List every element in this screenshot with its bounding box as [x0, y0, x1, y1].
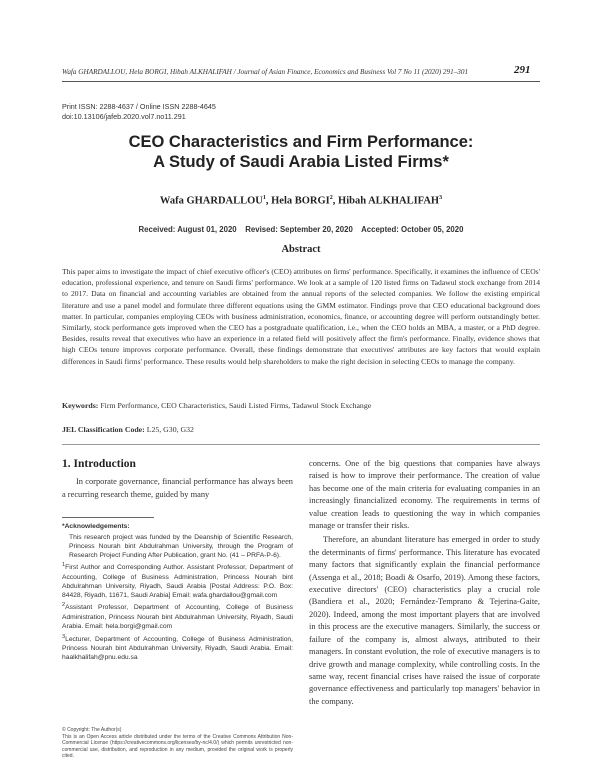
received-date: Received: August 01, 2020 — [138, 225, 237, 234]
footnotes — [62, 522, 293, 664]
footnote-1-num: 1 — [62, 562, 66, 569]
footnote-3-num: 3 — [62, 633, 66, 640]
author-1: Wafa GHARDALLOU — [159, 195, 263, 207]
introduction-heading: 1. Introduction — [62, 458, 136, 470]
intro-right-column — [309, 458, 540, 710]
footnote-divider — [62, 517, 154, 518]
copyright-line: © Copyright: The Author(s) — [62, 727, 122, 733]
section-divider — [62, 444, 540, 445]
title-line-1: CEO Characteristics and Firm Performance: — [128, 133, 474, 151]
issn-block — [62, 102, 216, 122]
author-3-sup: 3 — [439, 195, 443, 201]
footnote-3-text: Lecturer, Department of Accounting, College of Business Administration, Princess Nourah bint Abdulrahman University, Riyadh, Saudi Arabia. Email: haalkhalifah@pnu.edu.sa — [62, 635, 293, 661]
author-3: Hibah ALKHALIFAH — [338, 195, 440, 207]
issn-line: Print ISSN: 2288-4637 / Online ISSN 2288-4645 — [62, 102, 216, 111]
intro-paragraph-2: Therefore, an abundant literature has emerged in order to study the determinants of firms' performance. This literature has evocated many factors that significantly explain the financial performance (Assenga et al., 2018; Boadi & Osarfo, 2019). Among these factors, executive directors' (CEO) characteristics play a crucial role (Bandiera et al., 2020; Fernández-Temprano & Tejerina-Gaite, 2020). Indeed, among the most important players that are involved in this process are the executive managers. Similarly, the success or failure of the company is, almost always, attributed to their managers. In constant evolution, the role of executive managers is to drive growth and manage complexity, while controlling costs. In the same way, recent financial crises have raised the issue of corporate governance effectiveness and particularly top managers' behavior in the company. — [309, 535, 540, 706]
accepted-date: Accepted: October 05, 2020 — [361, 225, 464, 234]
header-divider — [62, 81, 540, 82]
keywords-line — [62, 401, 540, 410]
footnote-3 — [62, 633, 293, 663]
copyright-notice — [62, 727, 293, 760]
intro-left-paragraph: In corporate governance, financial performance has always been a recurring research theme, guided by many — [62, 477, 293, 499]
running-head: Wafa GHARDALLOU, Hela BORGI, Hibah ALKHALIFAH / Journal of Asian Finance, Economics and Business Vol 7 No 11 (2020) 291–301 — [62, 68, 469, 76]
author-2-sup: 2 — [329, 195, 333, 201]
intro-paragraph-1: concerns. One of the big questions that companies have always raised is how to improve their performance. The creation of value has become one of the main criteria for evaluating companies in an increasingly financialized economy. The requirements in terms of value creation leads to questioning the way in which companies manage or transfer their risks. — [309, 459, 540, 531]
title-line-2: A Study of Saudi Arabia Listed Firms* — [153, 153, 449, 171]
footnote-1-text: First Author and Corresponding Author. Assistant Professor, Department of Accounting, College of Business Administration, Princess Nourah bint Abdulrahman University, Riyadh, Saudi Arabia [Postal Address: P.O. Box: 84428, Riyadh, 11671, Saudi Arabia] Email: wafa.ghardallou@gmail.com — [62, 564, 293, 599]
publication-dates — [62, 225, 540, 234]
jel-text: L25, G30, G32 — [146, 425, 194, 434]
footnote-2-num: 2 — [62, 602, 66, 609]
abstract-heading: Abstract — [281, 244, 321, 255]
jel-label: JEL Classification Code: — [62, 425, 145, 434]
doi-line[interactable]: doi:10.13106/jafeb.2020.vol7.no11.291 — [62, 112, 186, 121]
license-text: This is an Open Access article distributed under the terms of the Creative Commons Attribution Non-Commercial License (https://creativecommons.org/licenses/by-nc/4.0/) which permits unrestricted non-commercial use, distribution, and reproduction in any medium, provided the original work is properly cited. — [62, 733, 293, 760]
footnote-2-text: Assistant Professor, Department of Accounting, College of Business Administration, Princess Nourah bint Abdulrahman University, Riyadh, Saudi Arabia. Email: hela.borgi@gmail.com — [62, 604, 293, 630]
ack-heading: *Acknowledgements: — [62, 523, 130, 530]
page-number: 291 — [514, 64, 531, 76]
author-2: Hela BORGI — [271, 195, 330, 207]
footnote-2 — [62, 601, 293, 631]
keywords-text: Firm Performance, CEO Characteristics, Saudi Listed Firms, Tadawul Stock Exchange — [100, 401, 372, 410]
author-1-sup: 1 — [262, 195, 266, 201]
footnote-1 — [62, 561, 293, 600]
jel-line — [62, 425, 540, 434]
ack-text: This research project was funded by the Deanship of Scientific Research, Princess Nourah bint Abdulrahman University, through the Program of Research Project Funding After Publication, grant No. (41 – PRFA-P-6). — [69, 533, 293, 559]
keywords-label: Keywords: — [62, 401, 99, 410]
paper-title — [62, 132, 540, 172]
revised-date: Revised: September 20, 2020 — [245, 225, 353, 234]
abstract-text: This paper aims to investigate the impact of chief executive officer's (CEO) attributes on firms' performance. Specifically, it examines the influence of CEOs' education, professional experience, and tenure on Saudi firms' performance. We look at a sample of 120 listed firms on Tadawul stock exchange from 2014 to 2017. Data on financial and accounting variables are obtained from the annual reports of the selected companies. We follow the existing empirical literature and use a panel model and formulate three different equations using the GMM estimator. Findings prove that CEO educational background does matter. In particular, companies employing CEOs with business administration, economics, finance, or accounting degree will perform outstandingly better. Similarly, stock performance gets improved when the CEO has a postgraduate qualification, i.e., when the CEO holds an MBA, a master, or a PhD degree. Besides, results reveal that executives who have an experience in a related field will positively affect the firm's performance. Finally, evidence shows that high CEOs tenure improves corporate performance. Overall, these findings demonstrate that executives' attributes are key factors that would explain differences in Saudi firms' performance. These results would help shareholders to make the right decision in selecting CEOs to manage the company. — [62, 267, 540, 366]
author-list: Wafa GHARDALLOU$^1$, Hela BORGI$^2$, Hibah ALKHALIFAH$^3$ — [159, 195, 443, 207]
